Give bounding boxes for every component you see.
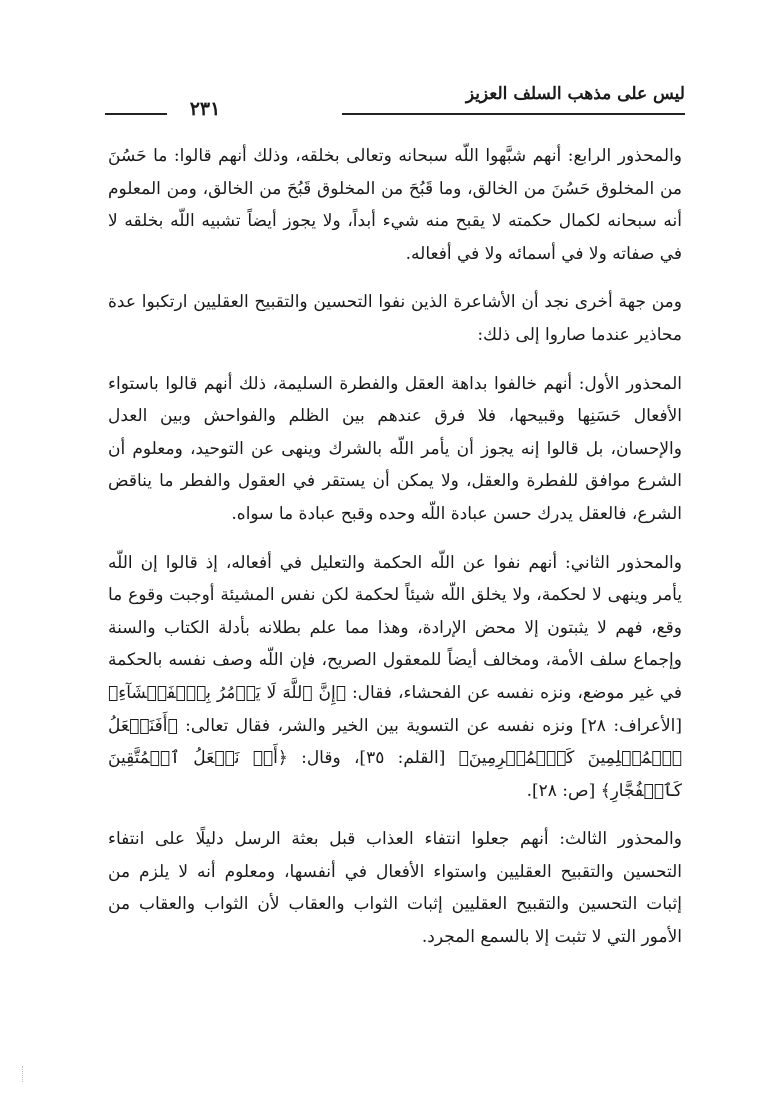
paragraph-third-objection: والمحذور الثالث: أنهم جعلوا انتفاء العذاب قبل بعثة الرسل دليلًا على انتفاء التحسين والتقبيح العقليين واستواء الأفعال في أنفسها، ومعلوم أنه لا يلزم من إثبات التحسين والتقبيح العقليين إثبات الثواب والعقاب لأن الثواب والعقاب من الأمور التي لا تثبت إلا بالسمع المجرد.: [108, 829, 682, 948]
header-rule-right: [342, 113, 685, 115]
page-number: ٢٣١: [189, 98, 221, 120]
paragraph-second-objection: والمحذور الثاني: أنهم نفوا عن اللّه الحكمة والتعليل في أفعاله، إذ قالوا إن اللّه يأمر وينهى لا لحكمة، ولا يخلق اللّه شيئاً لحكمة لكن نفس المشيئة أوجبت وقوع ما وقع، فهم لا يثبتون إلا محض الإرادة، وهذا مما علم بطلانه بأدلة الكتاب والسنة وإجماع سلف الأمة، ومخالف أيضاً للمعقول الصريح، فإن اللّه وصف نفسه بالحكمة في غير موضع، ونزه نفسه عن الفحشاء، فقال: ﴿إِنَّ ٱللَّهَ لَا يَأۡمُرُ بِٱلۡفَحۡشَآءِ﴾ [الأعراف: ٢٨] ونزه نفسه عن التسوية بين الخير والشر، فقال تعالى: ﴿أَفَنَجۡعَلُ ٱلۡمُسۡلِمِينَ كَٱلۡمُجۡرِمِينَ﴾ [القلم: ٣٥]، وقال: ﴿أَمۡ نَجۡعَلُ ٱلۡمُتَّقِينَ كَٱلۡفُجَّارِ﴾ [ص: ٢٨].: [108, 552, 683, 801]
running-title: ليس على مذهب السلف العزيز: [465, 84, 685, 104]
header-rule-left: [105, 113, 167, 115]
scan-edge-mark: [22, 1066, 24, 1082]
paragraph-ashaira-intro: ومن جهة أخرى نجد أن الأشاعرة الذين نفوا التحسين والتقبيح العقليين ارتكبوا عدة محاذير عندما صاروا إلى ذلك:: [108, 292, 682, 345]
page-body: [108, 140, 682, 970]
paragraph-fourth-objection: والمحذور الرابع: أنهم شبَّهوا اللّه سبحانه وتعالى بخلقه، وذلك أنهم قالوا: ما حَسُنَ من المخلوق حَسُنَ من الخالق، وما قَبُحَ من المخلوق قَبُحَ من الخالق، ومن المعلوم أنه سبحانه لكمال حكمته لا يقبح منه شيء أبداً، ولا يجوز أيضاً تشبيه اللّه بخلقه لا في صفاته ولا في أسمائه ولا في أفعاله.: [108, 146, 682, 264]
page-header: [105, 78, 685, 124]
paragraph-first-objection: المحذور الأول: أنهم خالفوا بداهة العقل والفطرة السليمة، ذلك أنهم قالوا باستواء الأفعال حَسَنِها وقبيحها، فلا فرق عندهم بين الظلم والفواحش وبين العدل والإحسان، بل قالوا إنه يجوز أن يأمر اللّه بالشرك وينهى عن التوحيد، ومعلوم أن الشرع موافق للفطرة والعقل، ولا يمكن أن يستقر في العقول والفطر ما يناقض الشرع، فالعقل يدرك حسن عبادة اللّه وحده وقبح عبادة ما سواه.: [108, 373, 682, 524]
